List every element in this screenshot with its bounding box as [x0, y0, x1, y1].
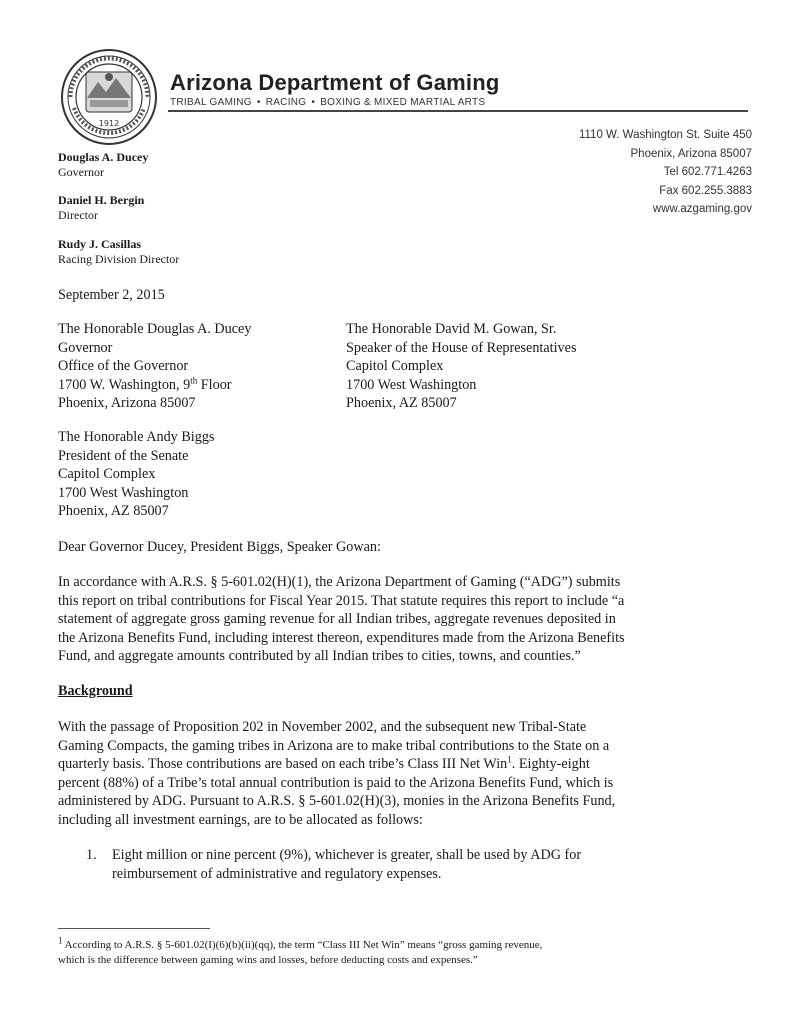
official-title: Director	[58, 208, 98, 222]
official-title: Racing Division Director	[58, 252, 180, 266]
contact-block	[472, 126, 752, 219]
address-line: Governor	[58, 339, 113, 356]
recipient-speaker	[346, 320, 576, 413]
paragraph-line: percent (88%) of a Tribe’s total annual contribution is paid to the Arizona Benefits Fund, which is	[58, 774, 614, 791]
official-name: Daniel H. Bergin	[58, 193, 145, 207]
address-line	[58, 376, 251, 395]
state-seal-icon	[60, 48, 158, 146]
salutation: Dear Governor Ducey, President Biggs, Speaker Gowan:	[58, 539, 381, 555]
letter-date: September 2, 2015	[58, 287, 165, 303]
background-paragraph	[58, 718, 748, 829]
floor-superscript: th	[190, 374, 198, 385]
tagline-item: BOXING & MIXED MARTIAL ARTS	[320, 97, 486, 108]
list-item-line: reimbursement of administrative and regulatory expenses.	[112, 865, 442, 882]
tagline-item: TRIBAL GAMING	[170, 97, 252, 108]
background-heading: Background	[58, 683, 133, 699]
paragraph-line: Fund, and aggregate amounts contributed by all Indian tribes to cities, towns, and counties.”	[58, 648, 581, 664]
address-line: Capitol Complex	[346, 358, 444, 374]
official-director	[58, 193, 144, 223]
address-line: The Honorable Andy Biggs	[58, 429, 215, 445]
address-line: Office of the Governor	[58, 358, 189, 374]
contact-address-line2: Phoenix, Arizona 85007	[630, 147, 752, 160]
recipient-president	[58, 428, 214, 521]
paragraph-line: In accordance with A.R.S. § 5-601.02(H)(1), the Arizona Department of Gaming (“ADG”) submits	[58, 574, 621, 590]
address-line: 1700 West Washington	[58, 484, 189, 501]
footnote-line	[58, 935, 748, 953]
list-item-line: Eight million or nine percent (9%), whichever is greater, shall be used by ADG for	[112, 847, 582, 863]
list-item-number: 1.	[86, 847, 97, 863]
department-name: Arizona Department of Gaming	[170, 70, 500, 95]
footnote-divider	[58, 928, 210, 929]
footnote-line: which is the difference between gaming wins and losses, before deducting costs and expenses.”	[58, 954, 478, 966]
tagline-item: RACING	[265, 97, 307, 108]
address-line: Capitol Complex	[58, 466, 156, 482]
address-line: Phoenix, AZ 85007	[346, 395, 457, 411]
paragraph-line: including all investment earnings, are to be allocated as follows:	[58, 811, 423, 828]
paragraph-line: this report on tribal contributions for Fiscal Year 2015. That statute requires this report to include “a	[58, 592, 625, 609]
official-title: Governor	[58, 165, 104, 179]
intro-paragraph	[58, 573, 748, 666]
contact-fax: Fax 602.255.3883	[659, 184, 752, 197]
contact-tel: Tel 602.771.4263	[663, 166, 752, 178]
paragraph-line: the Arizona Benefits Fund, including interest thereon, expenditures made from the Arizona Benefits	[58, 629, 625, 646]
official-name: Rudy J. Casillas	[58, 237, 142, 251]
paragraph-line: Gaming Compacts, the gaming tribes in Arizona are to make tribal contributions to the State on a	[58, 737, 610, 754]
official-racing-director	[58, 237, 179, 267]
footnote	[58, 935, 748, 968]
floor-suffix: Floor	[197, 376, 232, 393]
paragraph-line	[58, 755, 748, 774]
tagline-separator: •	[256, 97, 261, 108]
address-line: The Honorable David M. Gowan, Sr.	[346, 321, 557, 337]
paragraph-line: administered by ADG. Pursuant to A.R.S. § 5-601.02(H)(3), monies in the Arizona Benefits Fund,	[58, 793, 616, 809]
address-line: Phoenix, Arizona 85007	[58, 395, 196, 411]
address-line: 1700 West Washington	[346, 376, 477, 393]
address-line: Phoenix, AZ 85007	[58, 503, 169, 519]
list-item-text	[112, 846, 581, 883]
letterhead-rule	[168, 110, 748, 112]
tagline-separator: •	[311, 97, 316, 108]
address-line-text: 1700 W. Washington, 9	[58, 376, 191, 393]
recipient-governor	[58, 320, 251, 413]
official-name: Douglas A. Ducey	[58, 150, 149, 164]
contact-website[interactable]: www.azgaming.gov	[652, 203, 752, 215]
footnote-reference[interactable]: 1	[507, 754, 512, 765]
address-line: The Honorable Douglas A. Ducey	[58, 321, 252, 337]
footnote-line-text: According to A.R.S. § 5-601.02(I)(6)(b)(ii)(qq), the term “Class III Net Win” means “gross gaming revenue,	[62, 939, 543, 951]
contact-address-line1: 1110 W. Washington St. Suite 450	[578, 129, 752, 141]
address-line: President of the Senate	[58, 447, 189, 464]
paragraph-line-text: quarterly basis. Those contributions are based on each tribe’s Class III Net Win	[58, 756, 508, 772]
address-line: Speaker of the House of Representatives	[346, 339, 577, 356]
paragraph-line-text: . Eighty-eight	[511, 756, 590, 772]
official-governor	[58, 150, 148, 180]
department-tagline	[170, 97, 485, 108]
paragraph-line: With the passage of Proposition 202 in November 2002, and the subsequent new Tribal-State	[58, 719, 587, 735]
footnote-marker: 1	[58, 935, 63, 946]
paragraph-line: statement of aggregate gross gaming revenue for all Indian tribes, aggregate revenues deposited in	[58, 611, 616, 627]
seal-year: 1912	[98, 119, 120, 128]
